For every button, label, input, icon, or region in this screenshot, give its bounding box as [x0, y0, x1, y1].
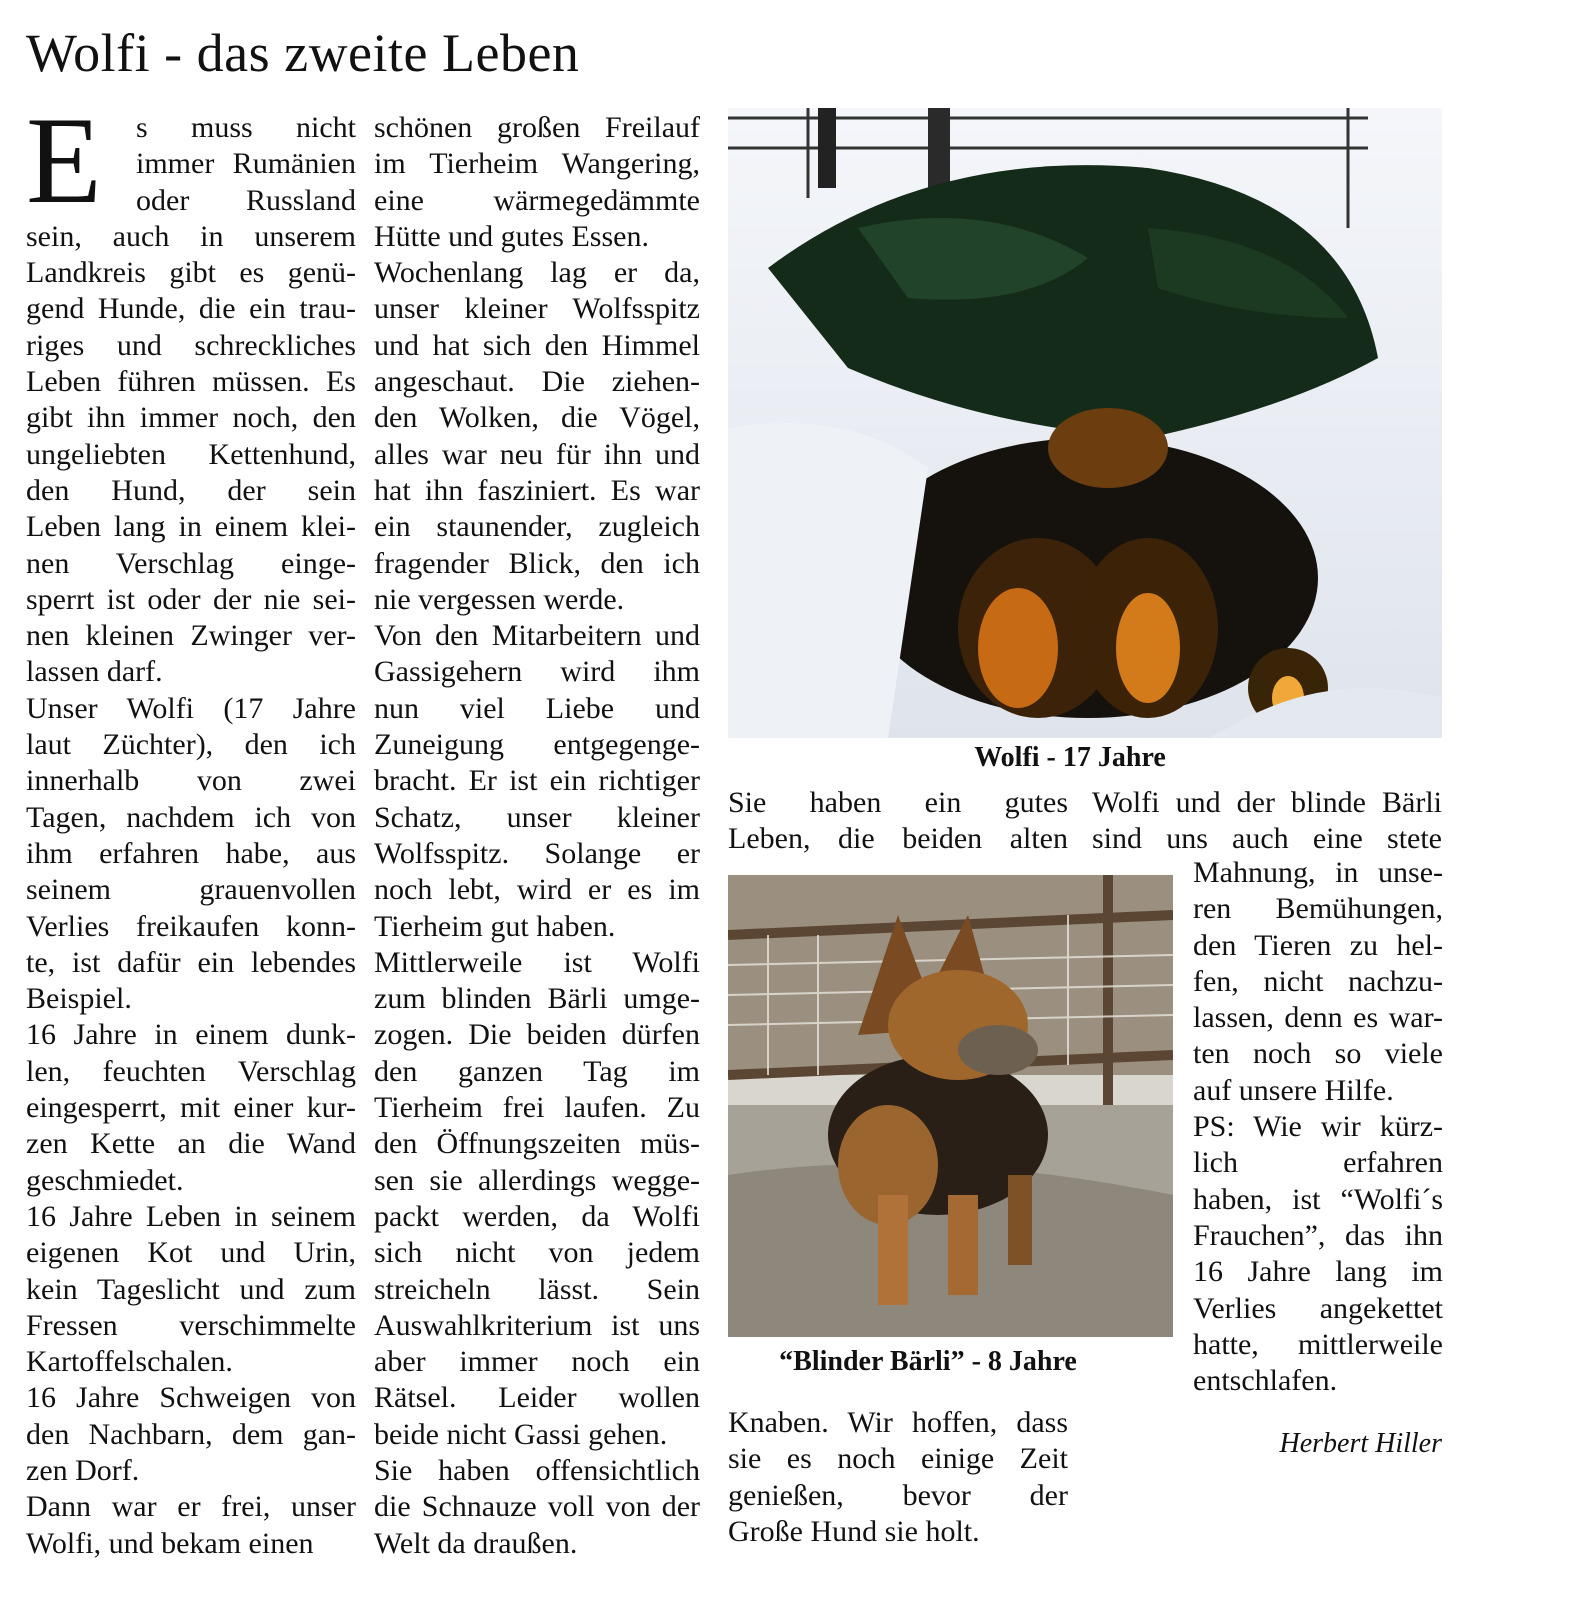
text-line: Fressen verschimmelte [26, 1308, 356, 1342]
text-line: Wolfi und der blinde Bärli [1092, 786, 1442, 819]
text-line: und hat sich den Himmel [374, 328, 700, 362]
text-line: nie vergessen werde. [374, 582, 625, 616]
text-line: den Tieren zu hel- [1193, 928, 1443, 962]
text-line: die Schnauze voll von der [374, 1490, 700, 1524]
photo-caption-baerli: “Blinder Bärli” - 8 Jahre [779, 1346, 1077, 1377]
text-line: den Öffnungszeiten müs- [374, 1127, 700, 1161]
photo-blinder-baerli [728, 875, 1173, 1337]
text-line: nen kleinen Zwinger ver- [26, 619, 356, 653]
text-line: 16 Jahre in einem dunk- [26, 1018, 356, 1052]
text-line: zen Kette an die Wand [26, 1127, 356, 1161]
text-line: entschlafen. [1193, 1364, 1338, 1398]
text-line: gibt ihn immer noch, den [26, 401, 356, 435]
text-line: 16 Jahre Leben in seinem [26, 1199, 356, 1233]
text-line: sperrt ist oder der nie sei- [26, 582, 356, 616]
text-line: Frauchen”, das ihn [1193, 1218, 1443, 1252]
text-column-1 [26, 92, 356, 1562]
text-line: PS: Wie wir kürz- [1193, 1110, 1443, 1144]
text-line: seinem grauenvollen [26, 873, 356, 907]
text-line: len, feuchten Verschlag [26, 1054, 356, 1088]
text-line: noch lebt, wird er es im [374, 873, 700, 907]
text-line: Mittlerweile ist Wolfi [374, 945, 700, 979]
text-line: beide nicht Gassi gehen. [374, 1417, 668, 1451]
text-line: Von den Mitarbeitern und [374, 619, 700, 653]
text-line: gend Hunde, die ein trau- [26, 292, 356, 326]
text-line: Unser Wolfi (17 Jahre [26, 691, 356, 725]
text-line: Knaben. Wir hoffen, dass [728, 1406, 1068, 1439]
text-line: ren Bemühungen, [1193, 892, 1443, 926]
text-line: eigenen Kot und Urin, [26, 1236, 356, 1270]
text-line: schönen großen Freilauf [374, 111, 700, 144]
text-line: auf unsere Hilfe. [1193, 1073, 1394, 1107]
text-line: Sie haben offensichtlich [374, 1453, 700, 1487]
text-line: Wolfi, und bekam einen [26, 1526, 314, 1560]
text-line: Beispiel. [26, 982, 132, 1016]
text-line: zen Dorf. [26, 1453, 140, 1487]
text-line: zum blinden Bärli umge- [374, 982, 700, 1016]
text-line: geschmiedet. [26, 1163, 184, 1197]
text-line: ten noch so viele [1193, 1037, 1443, 1071]
text-column-3-bottom [728, 1405, 1068, 1550]
text-line: fen, nicht nachzu- [1193, 964, 1443, 998]
article-title: Wolfi - das zweite Leben [26, 23, 580, 83]
text-line: den Wolken, die Vögel, [374, 401, 700, 435]
text-line: packt werden, da Wolfi [374, 1199, 700, 1233]
text-column-4-bottom [1193, 855, 1443, 1399]
text-line: Tierheim gut haben. [374, 909, 616, 943]
text-line: den Hund, der sein [26, 473, 356, 507]
text-line: oder Russland [136, 183, 356, 217]
text-line: Leben, die beiden alten [728, 822, 1068, 856]
text-line: den ganzen Tag im [374, 1054, 700, 1088]
text-line: alles war neu für ihn und [374, 437, 700, 471]
text-line: laut Züchter), den ich [26, 728, 356, 762]
photo-wolfi [728, 108, 1442, 738]
text-line: s muss nicht [136, 111, 356, 144]
text-line: Mahnung, in unse- [1193, 856, 1443, 889]
text-line: Große Hund sie holt. [728, 1514, 980, 1548]
text-line: sein, auch in unserem [26, 219, 356, 253]
text-line: zogen. Die beiden dürfen [374, 1018, 700, 1052]
text-line: Tierheim frei laufen. Zu [374, 1091, 700, 1125]
text-column-4-top [1092, 785, 1442, 858]
text-line: ungeliebten Kettenhund, [26, 437, 356, 471]
author-name: Herbert Hiller [1279, 1428, 1442, 1459]
text-column-3-top [728, 785, 1068, 858]
text-line: lich erfahren [1193, 1146, 1443, 1180]
text-line: Schatz, unser kleiner [374, 800, 700, 834]
text-line: nun viel Liebe und [374, 691, 700, 725]
text-line: Zuneigung entgegenge- [374, 728, 700, 762]
text-line: sen sie allerdings wegge- [374, 1163, 700, 1197]
text-line: Leben führen müssen. Es [26, 365, 356, 399]
text-line: 16 Jahre Schweigen von [26, 1381, 356, 1415]
text-line: innerhalb von zwei [26, 764, 356, 798]
text-line: sind uns auch eine stete [1092, 822, 1442, 856]
photo-caption-wolfi: Wolfi - 17 Jahre [974, 742, 1166, 773]
text-line: eingesperrt, mit einer kur- [26, 1091, 356, 1125]
text-line: riges und schreckliches [26, 328, 356, 362]
text-line: hatte, mittlerweile [1193, 1327, 1443, 1361]
text-line: Verlies freikaufen konn- [26, 909, 356, 943]
text-column-2 [374, 110, 700, 1562]
text-line: immer Rumänien [136, 147, 356, 181]
text-line: Dann war er frei, unser [26, 1490, 356, 1524]
text-line: angeschaut. Die ziehen- [374, 365, 700, 399]
text-line: fragender Blick, den ich [374, 546, 700, 580]
text-line: sich nicht von jedem [374, 1236, 700, 1270]
text-line: Landkreis gibt es genü- [26, 256, 356, 290]
text-line: Rätsel. Leider wollen [374, 1381, 700, 1415]
text-line: te, ist dafür ein lebendes [26, 945, 356, 979]
text-line: aber immer noch ein [374, 1345, 700, 1379]
text-line: hat ihn fasziniert. Es war [374, 473, 700, 507]
text-line: ihm erfahren habe, aus [26, 836, 356, 870]
text-line: den Nachbarn, dem gan- [26, 1417, 356, 1451]
drop-cap: E [26, 92, 102, 229]
text-line: eine wärmegedämmte [374, 183, 700, 217]
text-line: 16 Jahre lang im [1193, 1255, 1443, 1289]
text-line: Auswahlkriterium ist uns [374, 1308, 700, 1342]
text-line: Gassigehern wird ihm [374, 655, 700, 689]
text-line: Tagen, nachdem ich von [26, 800, 356, 834]
text-line: lassen darf. [26, 655, 163, 689]
text-line: im Tierheim Wangering, [374, 147, 700, 181]
text-line: Wochenlang lag er da, [374, 256, 700, 290]
text-line: nen Verschlag einge- [26, 546, 356, 580]
text-line: unser kleiner Wolfsspitz [374, 292, 700, 326]
text-line: Verlies angekettet [1193, 1291, 1443, 1325]
text-line: bracht. Er ist ein richtiger [374, 764, 700, 798]
text-line: genießen, bevor der [728, 1478, 1068, 1512]
text-line: lassen, denn es war- [1193, 1001, 1443, 1035]
text-line: ein staunender, zugleich [374, 510, 700, 544]
text-line: streicheln lässt. Sein [374, 1272, 700, 1306]
text-line: Wolfsspitz. Solange er [374, 836, 700, 870]
text-line: sie es noch einige Zeit [728, 1442, 1068, 1476]
text-line: Leben lang in einem klei- [26, 510, 356, 544]
text-line: Sie haben ein gutes [728, 786, 1068, 819]
text-line: kein Tageslicht und zum [26, 1272, 356, 1306]
text-line: Kartoffelschalen. [26, 1345, 233, 1379]
text-line: haben, ist “Wolfi´s [1193, 1182, 1443, 1216]
text-line: Hütte und gutes Essen. [374, 219, 649, 253]
text-line: Welt da draußen. [374, 1526, 578, 1560]
